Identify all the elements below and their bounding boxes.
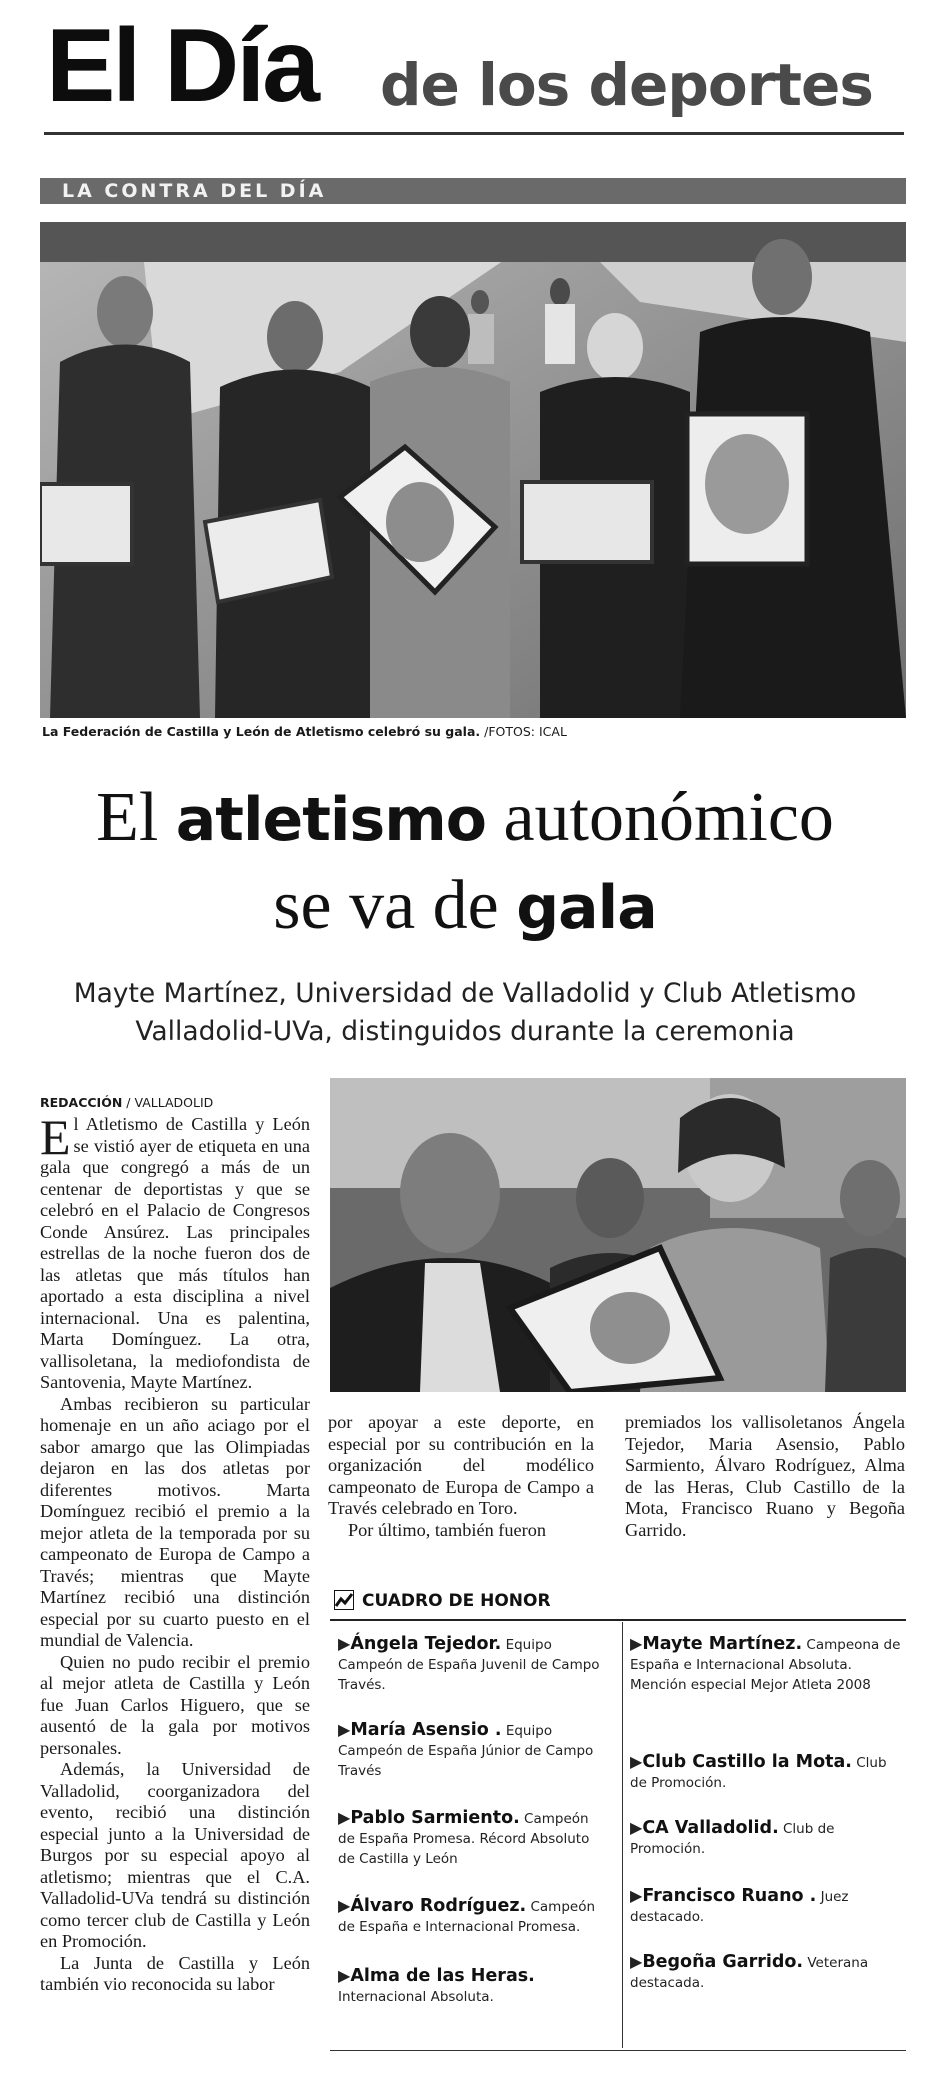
triangle-bullet-icon: ▶ (630, 1886, 643, 1905)
honor-name: Álvaro Rodríguez. (350, 1896, 527, 1916)
article-paragraph: Por último, también fueron (348, 1519, 547, 1540)
triangle-bullet-icon: ▶ (338, 1634, 351, 1653)
honor-description: Club de Promoción. (630, 1755, 887, 1791)
paragraph-text: l Atletismo de Castilla y León se vistió ayer de etiqueta en una gala que congregó a más de un centenar de deportistas y que se celebró en el Palacio de Congresos Conde Ansúrez. Las principales estrellas de la noche fueron dos de las atletas que más títulos han aportado a esta disciplina a nivel internacional. Una es palentina, Marta Domínguez. La otra, vallisoletana, la mediofondista de Santovenia, Mayte Martínez. (40, 1114, 310, 1392)
honor-box-title: CUADRO DE HONOR (362, 1591, 551, 1611)
honor-entry (630, 1952, 902, 1993)
honor-name: Mayte Martínez. (642, 1634, 803, 1654)
honor-name: Alma de las Heras. (350, 1966, 535, 1986)
honor-description: Equipo Campeón de España Juvenil de Campo Través. (338, 1637, 600, 1693)
triangle-bullet-icon: ▶ (630, 1818, 643, 1837)
honor-description: Equipo Campeón de España Júnior de Campo Través (338, 1723, 594, 1779)
byline-author: REDACCIÓN (40, 1095, 123, 1110)
byline-location: / VALLADOLID (122, 1095, 214, 1110)
honor-entry (338, 1808, 606, 1869)
honor-description: Veterana destacada. (630, 1955, 869, 1991)
second-photo (330, 1078, 906, 1392)
article-paragraph: Además, la Universidad de Valladolid, coorganizadora del evento, recibió una distinción especial junto a la Universidad de Burgos por su especial apoyo al atletismo; mientras que el C.A. Valladolid-UVa tendrá su distinción como tercer club de Castilla y León en Promoción. (40, 1759, 310, 1951)
headline-text: El (96, 779, 176, 856)
triangle-bullet-icon: ▶ (630, 1634, 643, 1653)
honor-entry (338, 1720, 606, 1781)
masthead-title: El Día (46, 8, 317, 124)
honor-description: Campeón de España e Internacional Promesa. (338, 1899, 596, 1935)
byline (40, 1094, 310, 1112)
honor-name: Francisco Ruano . (642, 1886, 817, 1906)
headline-bold-text: gala (516, 873, 657, 943)
honor-name: María Asensio . (350, 1720, 502, 1740)
headline-bold-text: atletismo (175, 785, 486, 855)
triangle-bullet-icon: ▶ (630, 1752, 643, 1771)
honor-description: Juez destacado. (630, 1889, 849, 1925)
honor-name: CA Valladolid. (642, 1818, 779, 1838)
headline-line-2 (0, 866, 930, 948)
honor-entry (630, 1818, 902, 1859)
article-column-1 (40, 1094, 310, 1996)
honor-entry (630, 1886, 902, 1927)
article-paragraph (40, 1109, 310, 1394)
triangle-bullet-icon: ▶ (338, 1808, 351, 1827)
honor-name: Begoña Garrido. (642, 1952, 804, 1972)
honor-name: Club Castillo la Mota. (642, 1752, 852, 1772)
article-column-3 (625, 1412, 905, 1541)
subheadline-line-1: Mayte Martínez, Universidad de Valladolid y Club Atletismo (73, 978, 857, 1009)
honor-box-divider (622, 1622, 623, 2048)
honor-box-bottom-rule (330, 2050, 906, 2051)
honor-entry (338, 1896, 606, 1937)
headline-text: se va de (273, 867, 517, 944)
photo-credit: /FOTOS: ICAL (484, 724, 567, 739)
subheadline-line-2: Valladolid-UVa, distinguidos durante la ceremonia (135, 1016, 795, 1047)
triangle-bullet-icon: ▶ (630, 1952, 643, 1971)
honor-description: Internacional Absoluta. (338, 1989, 494, 2005)
article-column-2 (328, 1412, 594, 1541)
photo-caption (42, 724, 567, 739)
honor-description: Club de Promoción. (630, 1821, 835, 1857)
zigzag-arrow-icon (334, 1590, 354, 1610)
honor-description: Campeona de España e Internacional Absoluta. Mención especial Mejor Atleta 2008 (630, 1637, 901, 1693)
headline-line-1 (0, 778, 930, 860)
honor-entry (630, 1634, 902, 1695)
article-paragraph: Quien no pudo recibir el premio al mejor atleta de Castilla y León fue Juan Carlos Higuero, que se ausentó de la gala por motivos personales. (40, 1651, 310, 1758)
triangle-bullet-icon: ▶ (338, 1720, 351, 1739)
honor-name: Ángela Tejedor. (350, 1634, 502, 1654)
triangle-bullet-icon: ▶ (338, 1966, 351, 1985)
masthead-rule (44, 132, 904, 135)
honor-entry (338, 1634, 606, 1695)
article-paragraph: por apoyar a este deporte, en especial por su contribución en la organización del modélico campeonato de Europa de Campo a Través celebrado en Toro. (328, 1412, 594, 1518)
honor-description: Campeón de España Promesa. Récord Absoluto de Castilla y León (338, 1811, 590, 1867)
triangle-bullet-icon: ▶ (338, 1896, 351, 1915)
headline-text: autonómico (485, 779, 834, 856)
article-paragraph: La Junta de Castilla y León también vio reconocida su labor (40, 1952, 310, 1994)
masthead-subtitle: de los deportes (380, 51, 873, 119)
honor-entry (630, 1752, 902, 1793)
article-paragraph: Ambas recibieron su particular homenaje en un año aciago por el sabor amargo que las Olimpiadas dejaron en las dos atletas por diferentes motivos. Marta Domínguez recibió el premio a la mejor atleta de la temporada por su campeonato de Europa de Campo a Través; mientras que Mayte Martínez recibió una distinción especial por su cuarto puesto en el mundial de Valencia. (40, 1393, 310, 1650)
honor-name: Pablo Sarmiento. (350, 1808, 520, 1828)
honor-entry (338, 1966, 606, 2007)
main-photo (40, 222, 906, 718)
caption-text: La Federación de Castilla y León de Atletismo celebró su gala. (42, 724, 481, 739)
section-label: LA CONTRA DEL DÍA (62, 180, 327, 202)
article-paragraph: premiados los vallisoletanos Ángela Tejedor, Maria Asensio, Pablo Sarmiento, Álvaro Rodríguez, Alma de las Heras, Club Castillo de la Mota, Francisco Ruano y Begoña Garrido. (625, 1412, 905, 1540)
drop-cap: E (40, 1109, 71, 1165)
honor-box-top-rule (330, 1619, 906, 1621)
